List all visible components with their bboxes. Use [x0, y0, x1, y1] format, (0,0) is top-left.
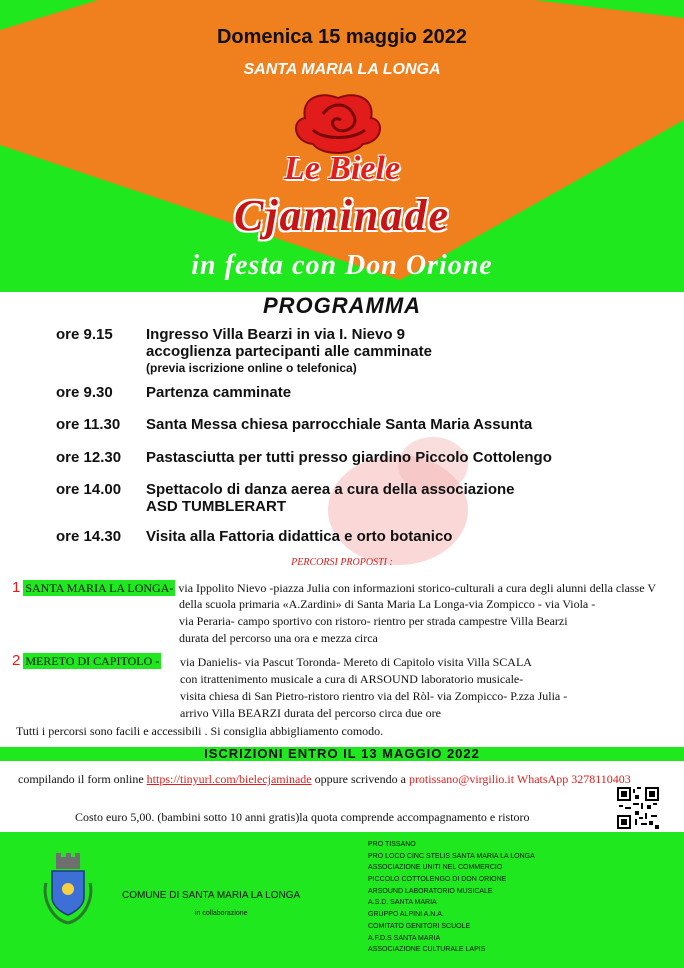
schedule-item — [56, 384, 676, 401]
schedule-item — [56, 416, 676, 433]
schedule-note: (previa iscrizione online o telefonica) — [146, 361, 357, 375]
registration-email[interactable]: protissano@virgilio.it — [408, 772, 515, 786]
schedule-time: ore 14.00 — [56, 481, 122, 498]
schedule-text: Visita alla Fattoria didattica e orto botanico — [146, 528, 453, 545]
route-name: SANTA MARIA LA LONGA- — [25, 581, 174, 595]
route-item — [12, 652, 161, 670]
event-date: Domenica 15 maggio 2022 — [216, 26, 468, 48]
programme-title: PROGRAMMA — [262, 293, 422, 318]
route-text: via Danielis- via Pascut Toronda- Mereto di Capitolo visita Villa SCALA — [180, 655, 532, 669]
registration-info — [18, 772, 631, 787]
schedule-time: ore 11.30 — [56, 416, 121, 433]
route-details — [180, 654, 567, 722]
schedule-time: ore 12.30 — [56, 449, 122, 466]
registration-middle: oppure scrivendo a — [314, 772, 406, 786]
route-text: via Ippolito Nievo -piazza Julia con informazioni storico-culturali a cura degli alunni della classe V — [178, 581, 657, 595]
route-text: via Peraria- campo sportivo con ristoro- rientro per strada campestre Villa Bearzi — [179, 614, 568, 628]
schedule-item — [56, 326, 676, 377]
schedule-time: ore 9.30 — [56, 384, 113, 401]
partner-item: PRO LOCO CINC STELIS SANTA MARIA LA LONGA — [368, 852, 535, 860]
partners-list — [368, 839, 535, 956]
route-details — [179, 596, 595, 647]
partner-item: A.S.D. SANTA MARIA — [368, 899, 437, 907]
coat-of-arms-icon — [40, 853, 96, 927]
schedule-text: Partenza camminate — [146, 384, 292, 401]
schedule-item — [56, 449, 676, 466]
registration-deadline: ISCRIZIONI ENTRO IL 13 MAGGIO 2022 — [204, 746, 480, 761]
route-number: 2 — [12, 652, 21, 669]
routes-heading: PERCORSI PROPOSTI : — [291, 557, 393, 568]
footer-band — [0, 832, 684, 968]
partner-item: ARSOUND LABORATORIO MUSICALE — [368, 887, 493, 895]
registration-link[interactable]: https://tinyurl.com/bielecjaminade — [146, 772, 312, 786]
hero-banner — [0, 0, 684, 292]
schedule-text: Pastasciutta per tutti presso giardino Piccolo Cottolengo — [146, 449, 552, 466]
partner-item: PRO TISSANO — [368, 841, 416, 848]
qr-code-icon[interactable] — [617, 787, 659, 829]
event-title: Cjaminade — [233, 191, 451, 240]
event-subtitle: in festa con Don Orione — [191, 250, 493, 281]
route-text: durata del percorso una ora e mezza circa — [179, 631, 378, 645]
partner-item: PICCOLO COTTOLENGO DI DON ORIONE — [368, 876, 507, 884]
route-text: della scuola primaria «A.Zardini» di Santa Maria La Longa-via Zompicco - via Viola - — [179, 597, 596, 611]
routes-note: Tutti i percorsi sono facili e accessibili . Si consiglia abbigliamento comodo. — [16, 724, 384, 738]
route-item — [12, 579, 656, 597]
partner-item: COMITATO GENITORI SCUOLE — [368, 922, 471, 930]
cost-info: Costo euro 5,00. (bambini sotto 10 anni gratis)la quota comprende accompagnamento e ristoro — [75, 810, 530, 824]
town-name: SANTA MARIA LA LONGA — [243, 61, 441, 78]
schedule-text: Spettacolo di danza aerea a cura della associazione — [146, 481, 515, 498]
schedule-time: ore 14.30 — [56, 528, 122, 545]
brand-name: Le Biele — [283, 150, 401, 187]
collaboration-note: in collaborazione — [195, 910, 248, 917]
route-text: con itrattenimento musicale a cura di ARSOUND laboratorio musicale- — [180, 672, 524, 686]
route-name: MERETO DI CAPITOLO - — [25, 654, 160, 668]
schedule-item — [56, 481, 676, 515]
comune-name: COMUNE DI SANTA MARIA LA LONGA — [122, 890, 301, 901]
registration-whatsapp[interactable]: WhatsApp 3278110403 — [516, 772, 631, 786]
partner-item: A.F.D.S SANTA MARIA — [368, 934, 441, 942]
schedule-item — [56, 528, 676, 545]
partner-item: ASSOCIAZIONE UNITI NEL COMMERCIO — [368, 864, 503, 872]
schedule-text: ASD TUMBLERART — [146, 498, 286, 515]
schedule-text: accoglienza partecipanti alle camminate — [146, 343, 432, 360]
partner-item: ASSOCIAZIONE CULTURALE LAPIS — [368, 946, 486, 954]
partner-item: GRUPPO ALPINI A.N.A. — [368, 911, 444, 919]
registration-prefix: compilando il form online — [18, 772, 144, 786]
schedule-text: Ingresso Villa Bearzi in via I. Nievo 9 — [146, 326, 405, 343]
route-text: visita chiesa di San Pietro-ristoro rientro via del Ròl- via Zompicco- P.zza Julia - — [180, 689, 568, 703]
route-text: arrivo Villa BEARZI durata del percorso circa due ore — [180, 706, 441, 720]
route-number: 1 — [12, 579, 21, 596]
schedule-time: ore 9.15 — [56, 326, 113, 343]
rose-logo-icon — [283, 90, 393, 158]
schedule-text: Santa Messa chiesa parrocchiale Santa Maria Assunta — [146, 416, 533, 433]
